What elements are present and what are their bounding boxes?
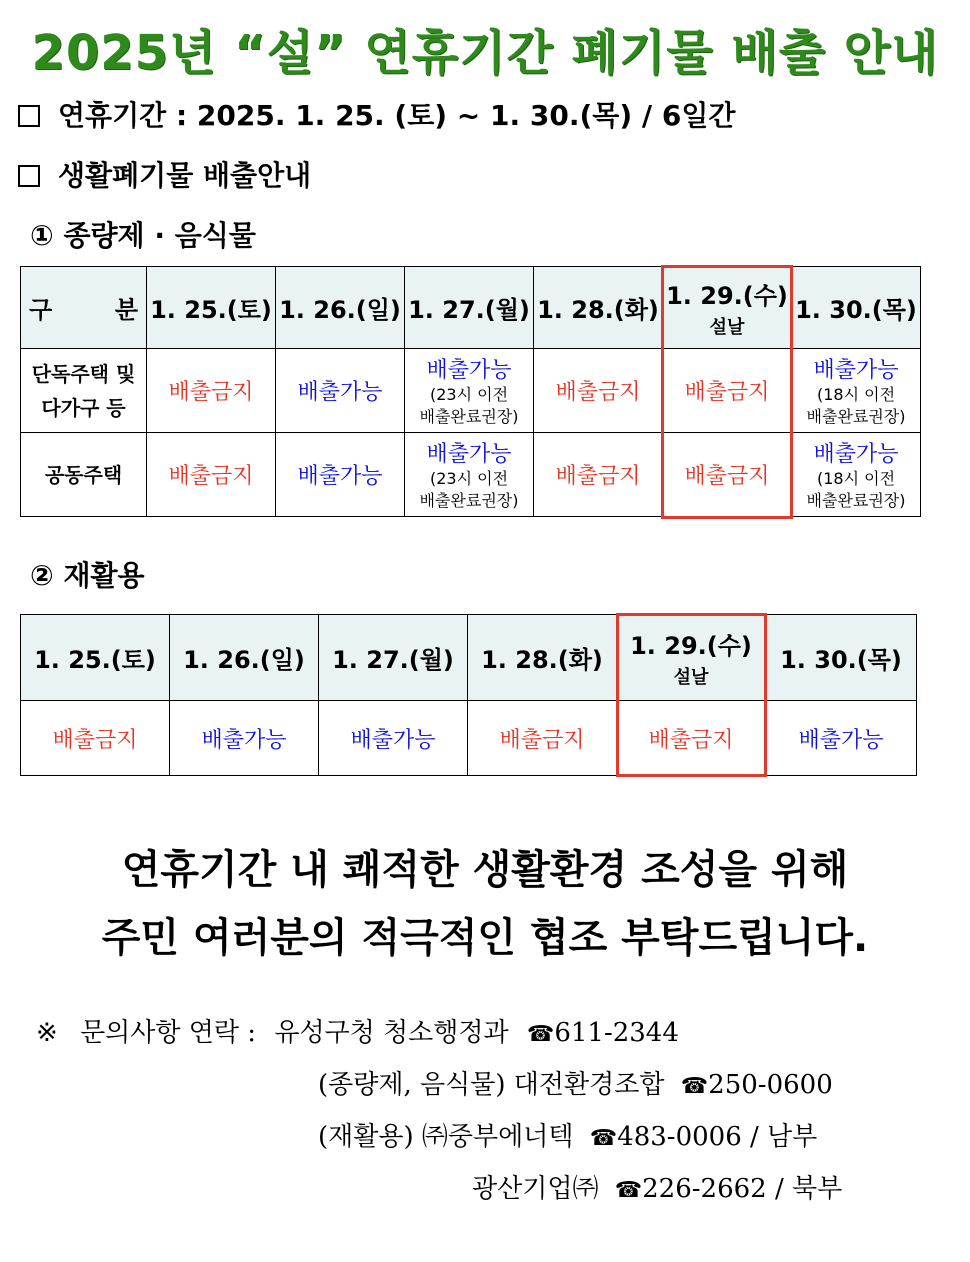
status-cell: 배출금지 [21, 701, 170, 776]
guide-heading [18, 154, 311, 194]
status-cell: 배출가능 [276, 349, 405, 433]
status-cell: 배출금지 [617, 701, 766, 776]
contact-phone: 483-0006 [617, 1122, 742, 1152]
contact-row [318, 1116, 817, 1153]
contact-phone: 611-2344 [554, 1018, 679, 1048]
status-note: 배출완료권장) [419, 491, 519, 510]
status-cell [405, 433, 534, 517]
status-note: (18시 이전 [816, 469, 896, 488]
header-date-text: 1. 29.(수) [630, 632, 752, 660]
header-date-text: 1. 29.(수) [666, 282, 788, 310]
status-cell [792, 433, 921, 517]
contact-name: 유성구청 청소행정과 [274, 1018, 509, 1048]
status-cell: 배출가능 [276, 433, 405, 517]
phone-icon: ☎ [680, 1074, 709, 1099]
status-note: (23시 이전 [429, 469, 509, 488]
waste-schedule-table [20, 266, 921, 517]
status-cell: 배출가능 [766, 701, 917, 776]
contact-row [318, 1064, 833, 1101]
header-date: 1. 28.(화) [468, 615, 617, 701]
phone-icon: ☎ [589, 1126, 618, 1151]
category-line: 단독주택 및 [31, 361, 136, 386]
contact-row [472, 1168, 842, 1205]
status-note: 배출완료권장) [419, 407, 519, 426]
header-date: 1. 26.(일) [276, 267, 405, 349]
message-line-2: 주민 여러분의 적극적인 협조 부탁드립니다. [101, 915, 869, 961]
status-text: 배출가능 [426, 442, 512, 467]
contact-name: 광산기업㈜ [472, 1174, 599, 1204]
category-cell: 공동주택 [21, 433, 147, 517]
contact-label: 문의사항 연락 : [80, 1018, 257, 1048]
table-header-row [21, 615, 917, 701]
status-cell: 배출가능 [319, 701, 468, 776]
table-row [21, 433, 921, 517]
phone-icon: ☎ [526, 1022, 555, 1047]
message-line-1: 연휴기간 내 쾌적한 생활환경 조성을 위해 [121, 847, 849, 893]
table-row [21, 349, 921, 433]
contact-phone: 226-2662 [642, 1174, 767, 1204]
status-cell: 배출금지 [147, 349, 276, 433]
header-date: 1. 27.(월) [405, 267, 534, 349]
header-date: 1. 25.(토) [21, 615, 170, 701]
header-date: 1. 27.(월) [319, 615, 468, 701]
category-line: 다가구 등 [41, 395, 126, 420]
phone-icon: ☎ [614, 1178, 643, 1203]
section2-heading: ② 재활용 [30, 559, 145, 592]
holiday-label: 설날 [709, 317, 745, 338]
section1-heading: ① 종량제 · 음식물 [30, 219, 256, 252]
status-cell: 배출가능 [170, 701, 319, 776]
status-cell: 배출금지 [534, 349, 663, 433]
status-note: 배출완료권장) [806, 491, 906, 510]
header-date-holiday [617, 615, 766, 701]
status-note: (18시 이전 [816, 385, 896, 404]
holiday-period-text: 연휴기간 : 2025. 1. 25. (토) ~ 1. 30.(목) / 6일간 [58, 99, 736, 132]
contact-region: / 북부 [766, 1174, 843, 1204]
checkbox-bullet [18, 105, 40, 127]
status-note: 배출완료권장) [806, 407, 906, 426]
contact-row [36, 1012, 679, 1049]
status-cell [405, 349, 534, 433]
holiday-period [18, 94, 735, 134]
status-cell: 배출금지 [663, 433, 792, 517]
header-date: 1. 30.(목) [792, 267, 921, 349]
table-row [21, 701, 917, 776]
table-header-row [21, 267, 921, 349]
guide-heading-text: 생활폐기물 배출안내 [58, 159, 312, 192]
status-cell [792, 349, 921, 433]
header-category: 구 분 [21, 267, 147, 349]
checkbox-bullet [18, 165, 40, 187]
contact-phone: 250-0600 [708, 1070, 833, 1100]
status-text: 배출가능 [813, 442, 899, 467]
status-cell: 배출금지 [663, 349, 792, 433]
header-date: 1. 30.(목) [766, 615, 917, 701]
contact-name: (종량제, 음식물) 대전환경조합 [318, 1070, 665, 1100]
reference-mark: ※ [36, 1018, 58, 1048]
holiday-label: 설날 [673, 667, 709, 688]
recycling-schedule-table [20, 614, 917, 776]
category-cell [21, 349, 147, 433]
contact-region: / 남부 [741, 1122, 818, 1152]
status-note: (23시 이전 [429, 385, 509, 404]
status-text: 배출가능 [426, 358, 512, 383]
contact-name: (재활용) ㈜중부에너텍 [318, 1122, 574, 1152]
header-date-holiday [663, 267, 792, 349]
header-date: 1. 26.(일) [170, 615, 319, 701]
status-text: 배출가능 [813, 358, 899, 383]
header-date: 1. 28.(화) [534, 267, 663, 349]
page-title: 2025년 “설” 연휴기간 폐기물 배출 안내 [31, 25, 939, 81]
status-cell: 배출금지 [534, 433, 663, 517]
header-date: 1. 25.(토) [147, 267, 276, 349]
status-cell: 배출금지 [147, 433, 276, 517]
status-cell: 배출금지 [468, 701, 617, 776]
